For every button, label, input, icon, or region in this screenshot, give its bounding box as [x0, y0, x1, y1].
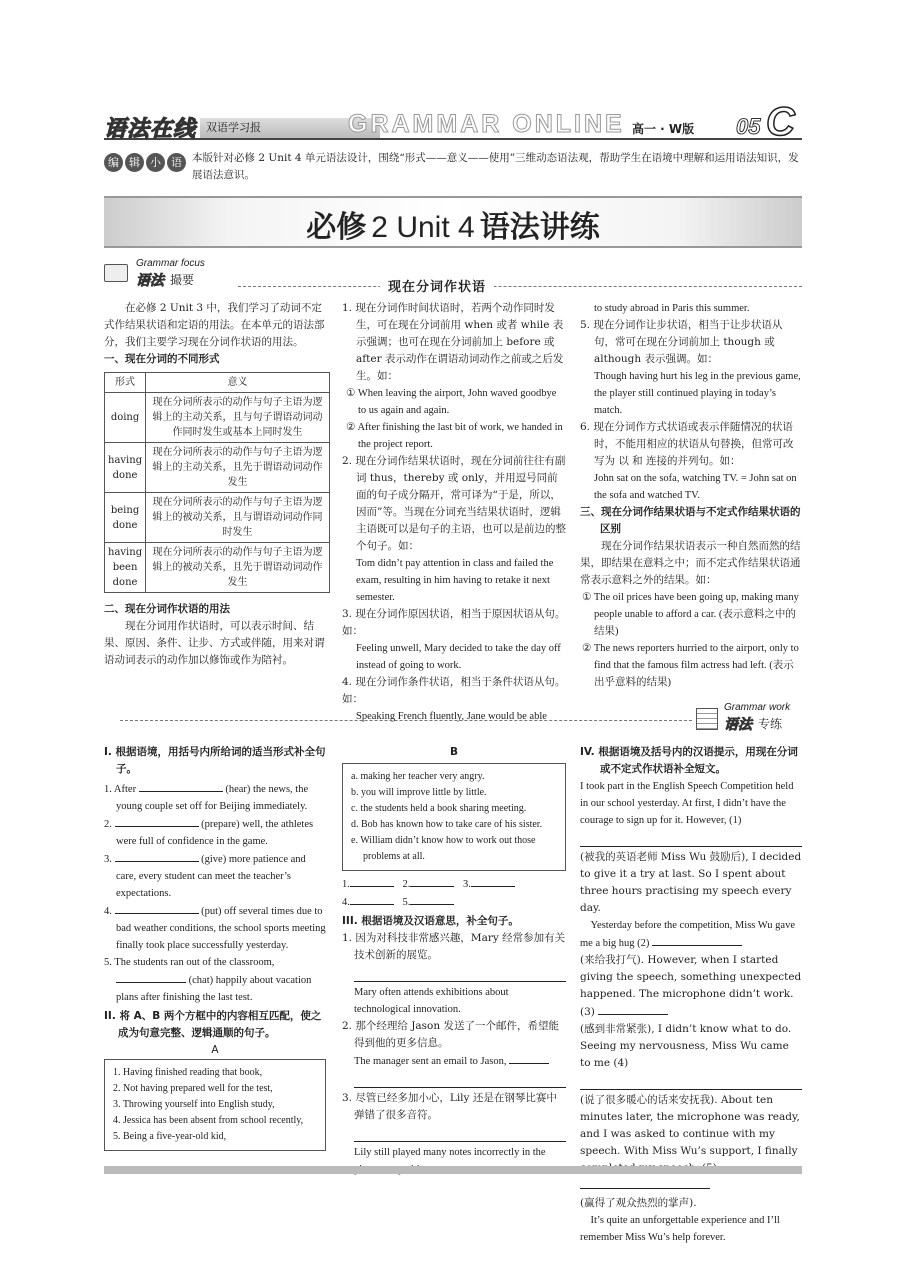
exercise-column-b: [342, 744, 566, 1178]
item-prefix: 5. The students ran out of the classroom,: [104, 957, 275, 968]
answer-blank[interactable]: [116, 971, 186, 983]
list-item: b. you will improve little by little.: [351, 787, 487, 798]
exercise-1-item: [104, 954, 326, 1006]
example-3: Tom didn’t pay attention in class and failed the exam, resulting in him having to retake it next semester.: [356, 558, 554, 603]
exercise-3-title: III. 根据语境及汉语意思，补全句子。: [342, 915, 519, 927]
badge-char: 辑: [125, 153, 144, 172]
exercise-3-cn: 2. 那个经理给 Jason 发送了一个邮件，希望能得到他的更多信息。: [342, 1020, 559, 1049]
passage-part: [580, 917, 802, 952]
focus-cn: 语法: [136, 273, 164, 289]
forms-table: [104, 372, 330, 593]
answer-line[interactable]: [580, 831, 802, 847]
item-prefix: 2.: [104, 819, 112, 830]
list-item: c. the students held a book sharing meeting.: [351, 803, 527, 814]
passage-part: (感到非常紧张), I didn’t know what to do. Seeing my nervousness, Miss Wu came to me (4): [580, 1023, 792, 1069]
focus-cn2: 撮要: [170, 273, 195, 287]
title-part1: 必修: [306, 210, 367, 245]
heading-difference: 三、现在分词作结果状语与不定式作结果状语的区别: [580, 506, 801, 535]
rule-2: 2. 现在分词作结果状语时，现在分词前往往有副词 thus，thereby 或 only，并用逗号同前面的句子成分隔开，常可译为“于是，所以，因而”等。当现在分词充当结果状语时，逻辑主语既可以是句子的主语，也可以是前边的整个句子。如：: [342, 455, 566, 552]
example-5-cont: to study abroad in Paris this summer.: [594, 303, 750, 314]
table-cell-form: doing: [105, 393, 146, 443]
item-prefix: 3.: [104, 854, 112, 865]
exercise-3-cn: 3. 尽管已经多加小心，Lily 还是在钢琴比赛中弹错了很多音符。: [342, 1092, 557, 1121]
passage-part: [580, 952, 802, 1021]
work-divider: [120, 720, 692, 721]
answer-blank[interactable]: [350, 875, 394, 887]
exercise-column-a: [104, 744, 326, 1151]
table-cell-form: being done: [105, 493, 146, 543]
answer-blank[interactable]: [410, 893, 454, 905]
title-part3: 语法讲练: [479, 210, 600, 245]
passage-part: (赢得了观众热烈的掌声).: [580, 1197, 697, 1209]
badge-char: 小: [146, 153, 165, 172]
answer-blank[interactable]: [652, 934, 742, 946]
grammar-online-wordmark: GRAMMAR ONLINE: [348, 110, 625, 138]
answer-line[interactable]: [354, 1126, 566, 1142]
sentence-start: The manager sent an email to Jason,: [354, 1056, 507, 1067]
item-text: (give) more patience and care, every student can meet the teacher’s expectations.: [116, 854, 306, 899]
answer-number: 4.: [342, 897, 350, 908]
focus-en: Grammar focus: [136, 258, 205, 269]
list-item: a. making her teacher very angry.: [351, 771, 485, 782]
difference-paragraph: 现在分词作结果状语表示一种自然而然的结果，即结果在意料之中；而不定式作结果状语通常表示意料之外的结果。如：: [580, 540, 801, 586]
rule-3: 3. 现在分词作原因状语，相当于原因状语从句。如：: [342, 608, 566, 637]
item-text: (put) off several times due to bad weather conditions, the school sports meeting finally took place successfully yesterday.: [116, 906, 326, 951]
rule-6: 6. 现在分词作方式状语或表示伴随情况的状语时，不能用相应的状语从句替换，但常可改写为 以 和 连接的并列句。如：: [580, 421, 794, 467]
exercise-1-item: [104, 815, 326, 850]
page-title: [104, 202, 802, 246]
book-icon: [104, 264, 128, 282]
answer-line[interactable]: [580, 1074, 802, 1090]
item-text: (prepare) well, the athletes were full of confidence in the game.: [116, 819, 314, 847]
passage-text: Yesterday before the competition, Miss Wu gave me a big hug (2): [580, 920, 795, 949]
list-item: 4. Jessica has been absent from school recently,: [113, 1115, 304, 1126]
answer-blank[interactable]: [115, 902, 199, 914]
exercise-2-title: II. 将 A、B 两个方框中的内容相互匹配，使之成为句意完整、逻辑通顺的句子。: [104, 1010, 322, 1039]
paper-name: 双语学习报: [200, 118, 380, 138]
list-item: d. Bob has known how to take care of his sister.: [351, 819, 543, 830]
passage-text: (来给我打气). However, when I started giving the speech, something unexpected happened. The microphone didn’t work. (3): [580, 954, 802, 1018]
answer-number: 2.: [402, 879, 411, 890]
answer-blank[interactable]: [509, 1052, 549, 1064]
box-a: [104, 1059, 326, 1151]
work-en: Grammar work: [724, 702, 791, 713]
work-cn: 语法: [724, 717, 752, 733]
example-6: Though having hurt his leg in the previous game, the player still continued playing in today’s match.: [594, 371, 801, 416]
list-item: 5. Being a five-year-old kid,: [113, 1131, 227, 1142]
table-cell-meaning: 现在分词所表示的动作与句子主语为逻辑上的主动关系，且与句子谓语动词动作同时发生或基本上同时发生: [146, 393, 330, 443]
grammar-focus-label: [104, 258, 234, 288]
answer-number: 1.: [342, 879, 350, 890]
grammar-work-label: [696, 702, 806, 736]
list-item: e. William didn’t know how to work out those problems at all.: [351, 835, 536, 862]
table-cell-form: having done: [105, 443, 146, 493]
box-b: [342, 763, 566, 871]
table-row: [105, 443, 330, 493]
usage-paragraph: 现在分词用作状语时，可以表示时间、结果、原因、条件、让步、方式或伴随，用来对谓语动词表示的动作加以修饰或作为陪衬。: [104, 620, 325, 666]
passage-part: (被我的英语老师 Miss Wu 鼓励后), I decided to give it a try at last. So I spent about three hours practising my speech every day.: [580, 851, 802, 914]
edition-label: 高一 · W版: [632, 122, 695, 136]
rule-5: 5. 现在分词作让步状语，相当于让步状语从句，常可在现在分词前加上 though 或 although 表示强调。如：: [580, 319, 783, 365]
header-bar: [104, 100, 802, 144]
column-1: [104, 300, 332, 669]
column-2: [342, 300, 566, 725]
item-prefix: 4.: [104, 906, 112, 917]
exercise-1-item: [104, 850, 326, 902]
answer-number: 3.: [463, 879, 471, 890]
exercise-3-en: [342, 1052, 566, 1070]
passage-part: It’s quite an unforgettable experience and I’ll remember Miss Wu’s help forever.: [580, 1215, 780, 1243]
exercise-4-title: IV. 根据语境及括号内的汉语提示，用现在分词或不定式作状语补全短文。: [580, 746, 798, 775]
answer-number: 5.: [402, 897, 411, 908]
list-item: 2. Not having prepared well for the test,: [113, 1083, 273, 1094]
answer-line[interactable]: [354, 966, 566, 982]
table-row: [105, 493, 330, 543]
example-7: John sat on the sofa, watching TV. = John sat on the sofa and watched TV.: [594, 473, 797, 501]
badge-char: 语: [167, 153, 186, 172]
table-cell-meaning: 现在分词所表示的动作与句子主语为逻辑上的主动关系，且先于谓语动词动作发生: [146, 443, 330, 493]
example-4: Feeling unwell, Mary decided to take the day off instead of going to work.: [356, 643, 561, 671]
answer-blank[interactable]: [115, 850, 199, 862]
table-header-meaning: 意义: [146, 373, 330, 393]
editor-note-text: 本版针对必修 2 Unit 4 单元语法设计，围绕“形式——意义——使用”三维动态语法观，帮助学生在语境中理解和运用语法知识，发展语法意识。: [192, 152, 799, 181]
box-b-label: B: [449, 746, 458, 758]
answer-blank[interactable]: [115, 815, 199, 827]
example-2: ② After finishing the last bit of work, we handed in the project report.: [346, 422, 563, 450]
example-1: ① When leaving the airport, John waved goodbye to us again and again.: [346, 388, 557, 416]
table-cell-meaning: 现在分词所表示的动作与句子主语为逻辑上的被动关系，且先于谓语动词动作发生: [146, 543, 330, 593]
passage-text: (说了很多暖心的话来安抚我). About ten minutes later, the microphone was ready, and I was asked to continue with my speech. With Miss Wu’s support, I finally: [580, 1094, 800, 1157]
section-title: 现在分词作状语: [380, 276, 494, 295]
exercise-3-en: Lily still played many notes incorrectly in the: [354, 1147, 546, 1158]
notebook-icon: [696, 708, 718, 730]
answer-blank[interactable]: [471, 875, 515, 887]
footer-bar: [104, 1166, 802, 1174]
answer-blank[interactable]: [410, 875, 454, 887]
work-cn2: 专练: [758, 717, 783, 731]
answer-blank[interactable]: [139, 780, 223, 792]
answer-blank[interactable]: [580, 1177, 710, 1189]
logo-text: 语法在线: [104, 117, 197, 142]
rule-1: 1. 现在分词作时间状语时，若两个动作同时发生，可在现在分词前用 when 或者 while 表示强调；也可在现在分词前加上 before 或 after 表示动作在谓语动词动作之前或之后发生。如：: [342, 302, 564, 382]
title-part2: 2 Unit 4: [371, 211, 475, 244]
section-rule: [238, 286, 802, 287]
rule-4: 4. 现在分词作条件状语，相当于条件状语从句。如：: [342, 676, 566, 705]
match-answers: [342, 893, 566, 911]
item-prefix: 1. After: [104, 784, 137, 795]
badge-char: 编: [104, 153, 123, 172]
exercise-1-item: [104, 902, 326, 954]
match-answers: [342, 875, 566, 893]
exercise-1-title: I. 根据语境，用括号内所给词的适当形式补全句子。: [104, 746, 326, 775]
intro-paragraph: 在必修 2 Unit 3 中，我们学习了动词不定式作结果状语和定语的用法。在本单元的语法部分，我们主要学习现在分词作状语的用法。: [104, 302, 325, 348]
list-item: 3. Throwing yourself into English study,: [113, 1099, 275, 1110]
editor-note-badge: [104, 153, 190, 175]
table-header-form: 形式: [105, 373, 146, 393]
column-3: [580, 300, 802, 691]
item-text: (chat) happily about vacation plans after finishing the last test.: [116, 975, 312, 1003]
table-cell-meaning: 现在分词所表示的动作与句子主语为逻辑上的被动关系，且与谓语动词动作同时发生: [146, 493, 330, 543]
page-letter: C: [766, 100, 795, 144]
exercise-3-en: Mary often attends exhibitions about technological innovation.: [354, 987, 509, 1015]
exercise-3-cn: 1. 因为对科技非常感兴趣，Mary 经常参加有关技术创新的展览。: [342, 932, 566, 961]
table-row: [105, 393, 330, 443]
example-5: Speaking French fluently, Jane would be able: [356, 711, 547, 722]
table-row: [105, 543, 330, 593]
passage-part: I took part in the English Speech Competition held in our school yesterday. At first, I didn’t have the courage to sign up for it. However, (1): [580, 781, 794, 826]
page-number: 05: [736, 114, 761, 139]
example-9: ② The news reporters hurried to the airport, only to find that the famous film actress had left. (表示出乎意料的结果): [582, 643, 799, 688]
exercise-1-item: [104, 780, 326, 815]
answer-blank[interactable]: [598, 1003, 668, 1015]
item-text: (hear) the news, the young couple set off for Beijing immediately.: [116, 784, 309, 812]
answer-blank[interactable]: [350, 893, 394, 905]
heading-forms: 一、现在分词的不同形式: [104, 353, 220, 365]
heading-usage: 二、现在分词作状语的用法: [104, 603, 230, 615]
answer-line[interactable]: [354, 1072, 566, 1088]
example-8: ① The oil prices have been going up, making many people unable to afford a car. (表示意料之中的结果): [582, 592, 799, 637]
list-item: 1. Having finished reading that book,: [113, 1067, 263, 1078]
box-a-label: A: [211, 1044, 219, 1056]
passage-part: [580, 1092, 802, 1195]
table-cell-form: having been done: [105, 543, 146, 593]
